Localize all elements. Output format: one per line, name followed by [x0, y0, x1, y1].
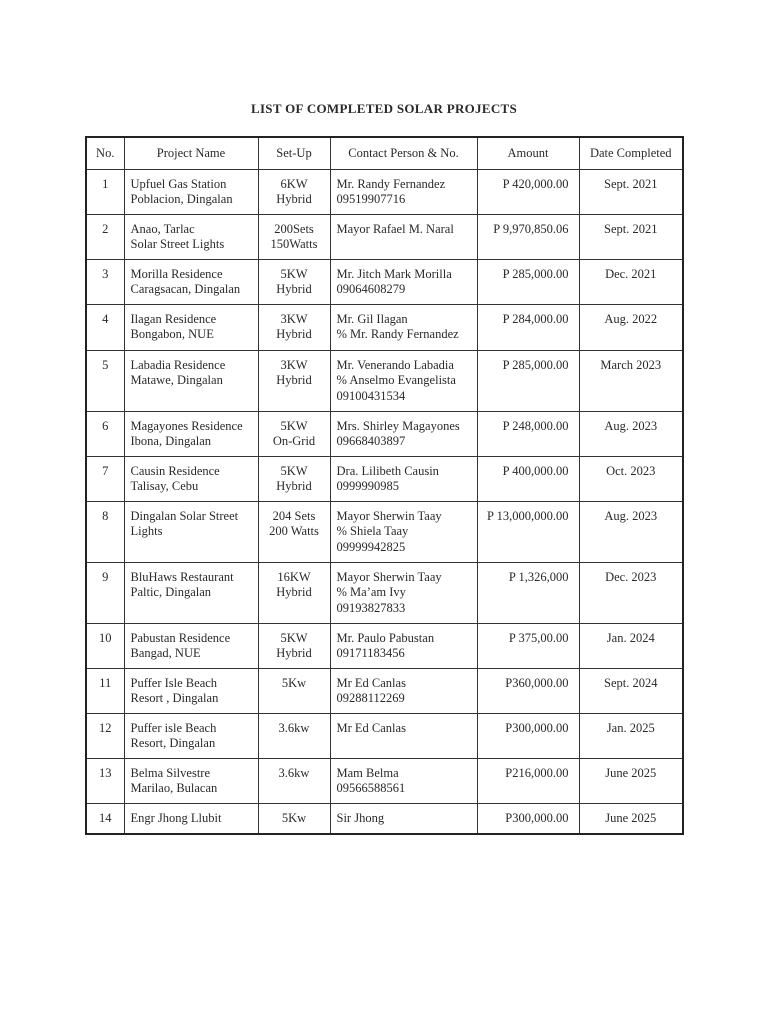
cell-project-name: Ilagan Residence Bongabon, NUE [124, 304, 258, 350]
cell-date-completed: Aug. 2023 [579, 411, 683, 456]
table-row [86, 214, 683, 259]
header-contact: Contact Person & No. [330, 137, 477, 169]
cell-no: 10 [86, 623, 124, 668]
cell-date-completed: Sept. 2021 [579, 169, 683, 214]
cell-project-name: Labadia Residence Matawe, Dingalan [124, 350, 258, 411]
table-row [86, 623, 683, 668]
cell-set-up: 3KW Hybrid [258, 350, 330, 411]
cell-date-completed: June 2025 [579, 803, 683, 834]
document-title: LIST OF COMPLETED SOLAR PROJECTS [250, 101, 518, 116]
cell-date-completed: Sept. 2021 [579, 214, 683, 259]
cell-amount: P 420,000.00 [477, 169, 579, 214]
cell-contact: Mr. Gil Ilagan % Mr. Randy Fernandez [330, 304, 477, 350]
cell-set-up: 204 Sets 200 Watts [258, 501, 330, 562]
cell-set-up: 3KW Hybrid [258, 304, 330, 350]
cell-amount: P 248,000.00 [477, 411, 579, 456]
cell-no: 1 [86, 169, 124, 214]
cell-amount: P 284,000.00 [477, 304, 579, 350]
cell-amount: P300,000.00 [477, 713, 579, 758]
cell-date-completed: Dec. 2023 [579, 562, 683, 623]
cell-no: 7 [86, 456, 124, 501]
cell-amount: P360,000.00 [477, 668, 579, 713]
header-no: No. [86, 137, 124, 169]
cell-date-completed: Sept. 2024 [579, 668, 683, 713]
table-row [86, 501, 683, 562]
cell-contact: Mr. Jitch Mark Morilla 09064608279 [330, 259, 477, 304]
cell-no: 2 [86, 214, 124, 259]
cell-project-name: Upfuel Gas Station Poblacion, Dingalan [124, 169, 258, 214]
cell-project-name: Magayones Residence Ibona, Dingalan [124, 411, 258, 456]
cell-date-completed: Oct. 2023 [579, 456, 683, 501]
cell-date-completed: March 2023 [579, 350, 683, 411]
cell-set-up: 5KW Hybrid [258, 259, 330, 304]
cell-no: 3 [86, 259, 124, 304]
cell-date-completed: Aug. 2022 [579, 304, 683, 350]
cell-amount: P 285,000.00 [477, 259, 579, 304]
header-amount: Amount [477, 137, 579, 169]
cell-project-name: Dingalan Solar Street Lights [124, 501, 258, 562]
cell-no: 4 [86, 304, 124, 350]
cell-set-up: 16KW Hybrid [258, 562, 330, 623]
cell-no: 12 [86, 713, 124, 758]
cell-amount: P216,000.00 [477, 758, 579, 803]
cell-set-up: 5Kw [258, 668, 330, 713]
cell-contact: Mr. Randy Fernandez 09519907716 [330, 169, 477, 214]
cell-project-name: Morilla Residence Caragsacan, Dingalan [124, 259, 258, 304]
cell-set-up: 5Kw [258, 803, 330, 834]
cell-date-completed: Aug. 2023 [579, 501, 683, 562]
table-row [86, 411, 683, 456]
cell-contact: Mrs. Shirley Magayones 09668403897 [330, 411, 477, 456]
cell-amount: P 400,000.00 [477, 456, 579, 501]
table-row [86, 456, 683, 501]
cell-no: 13 [86, 758, 124, 803]
cell-set-up: 5KW Hybrid [258, 456, 330, 501]
cell-no: 8 [86, 501, 124, 562]
cell-project-name: Anao, Tarlac Solar Street Lights [124, 214, 258, 259]
table-row [86, 259, 683, 304]
cell-date-completed: Dec. 2021 [579, 259, 683, 304]
cell-contact: Mayor Sherwin Taay % Ma’am Ivy 09193827833 [330, 562, 477, 623]
cell-contact: Mr Ed Canlas [330, 713, 477, 758]
table-row [86, 758, 683, 803]
cell-set-up: 5KW On-Grid [258, 411, 330, 456]
table-row [86, 304, 683, 350]
table-row [86, 562, 683, 623]
cell-set-up: 3.6kw [258, 713, 330, 758]
table-header-row [86, 137, 683, 169]
cell-set-up: 3.6kw [258, 758, 330, 803]
cell-amount: P 13,000,000.00 [477, 501, 579, 562]
cell-contact: Mr. Paulo Pabustan 09171183456 [330, 623, 477, 668]
cell-project-name: Puffer isle Beach Resort, Dingalan [124, 713, 258, 758]
cell-project-name: Belma Silvestre Marilao, Bulacan [124, 758, 258, 803]
cell-no: 9 [86, 562, 124, 623]
cell-project-name: BluHaws Restaurant Paltic, Dingalan [124, 562, 258, 623]
cell-no: 14 [86, 803, 124, 834]
cell-contact: Dra. Lilibeth Causin 0999990985 [330, 456, 477, 501]
cell-date-completed: June 2025 [579, 758, 683, 803]
cell-amount: P 1,326,000 [477, 562, 579, 623]
cell-contact: Mayor Rafael M. Naral [330, 214, 477, 259]
cell-amount: P 375,00.00 [477, 623, 579, 668]
cell-no: 6 [86, 411, 124, 456]
cell-date-completed: Jan. 2025 [579, 713, 683, 758]
header-project-name: Project Name [124, 137, 258, 169]
header-set-up: Set-Up [258, 137, 330, 169]
cell-contact: Mr. Venerando Labadia % Anselmo Evangelista 09100431534 [330, 350, 477, 411]
cell-contact: Sir Jhong [330, 803, 477, 834]
cell-set-up: 6KW Hybrid [258, 169, 330, 214]
cell-no: 5 [86, 350, 124, 411]
table-row [86, 668, 683, 713]
table-row [86, 713, 683, 758]
cell-contact: Mayor Sherwin Taay % Shiela Taay 09999942825 [330, 501, 477, 562]
cell-no: 11 [86, 668, 124, 713]
table-row [86, 169, 683, 214]
cell-amount: P300,000.00 [477, 803, 579, 834]
projects-table [85, 136, 684, 835]
header-date-completed: Date Completed [579, 137, 683, 169]
cell-contact: Mam Belma 09566588561 [330, 758, 477, 803]
cell-project-name: Puffer Isle Beach Resort , Dingalan [124, 668, 258, 713]
cell-project-name: Causin Residence Talisay, Cebu [124, 456, 258, 501]
cell-contact: Mr Ed Canlas 09288112269 [330, 668, 477, 713]
cell-project-name: Engr Jhong Llubit [124, 803, 258, 834]
cell-amount: P 9,970,850.06 [477, 214, 579, 259]
cell-set-up: 200Sets 150Watts [258, 214, 330, 259]
cell-date-completed: Jan. 2024 [579, 623, 683, 668]
cell-amount: P 285,000.00 [477, 350, 579, 411]
table-row [86, 350, 683, 411]
cell-project-name: Pabustan Residence Bangad, NUE [124, 623, 258, 668]
table-row [86, 803, 683, 834]
cell-set-up: 5KW Hybrid [258, 623, 330, 668]
